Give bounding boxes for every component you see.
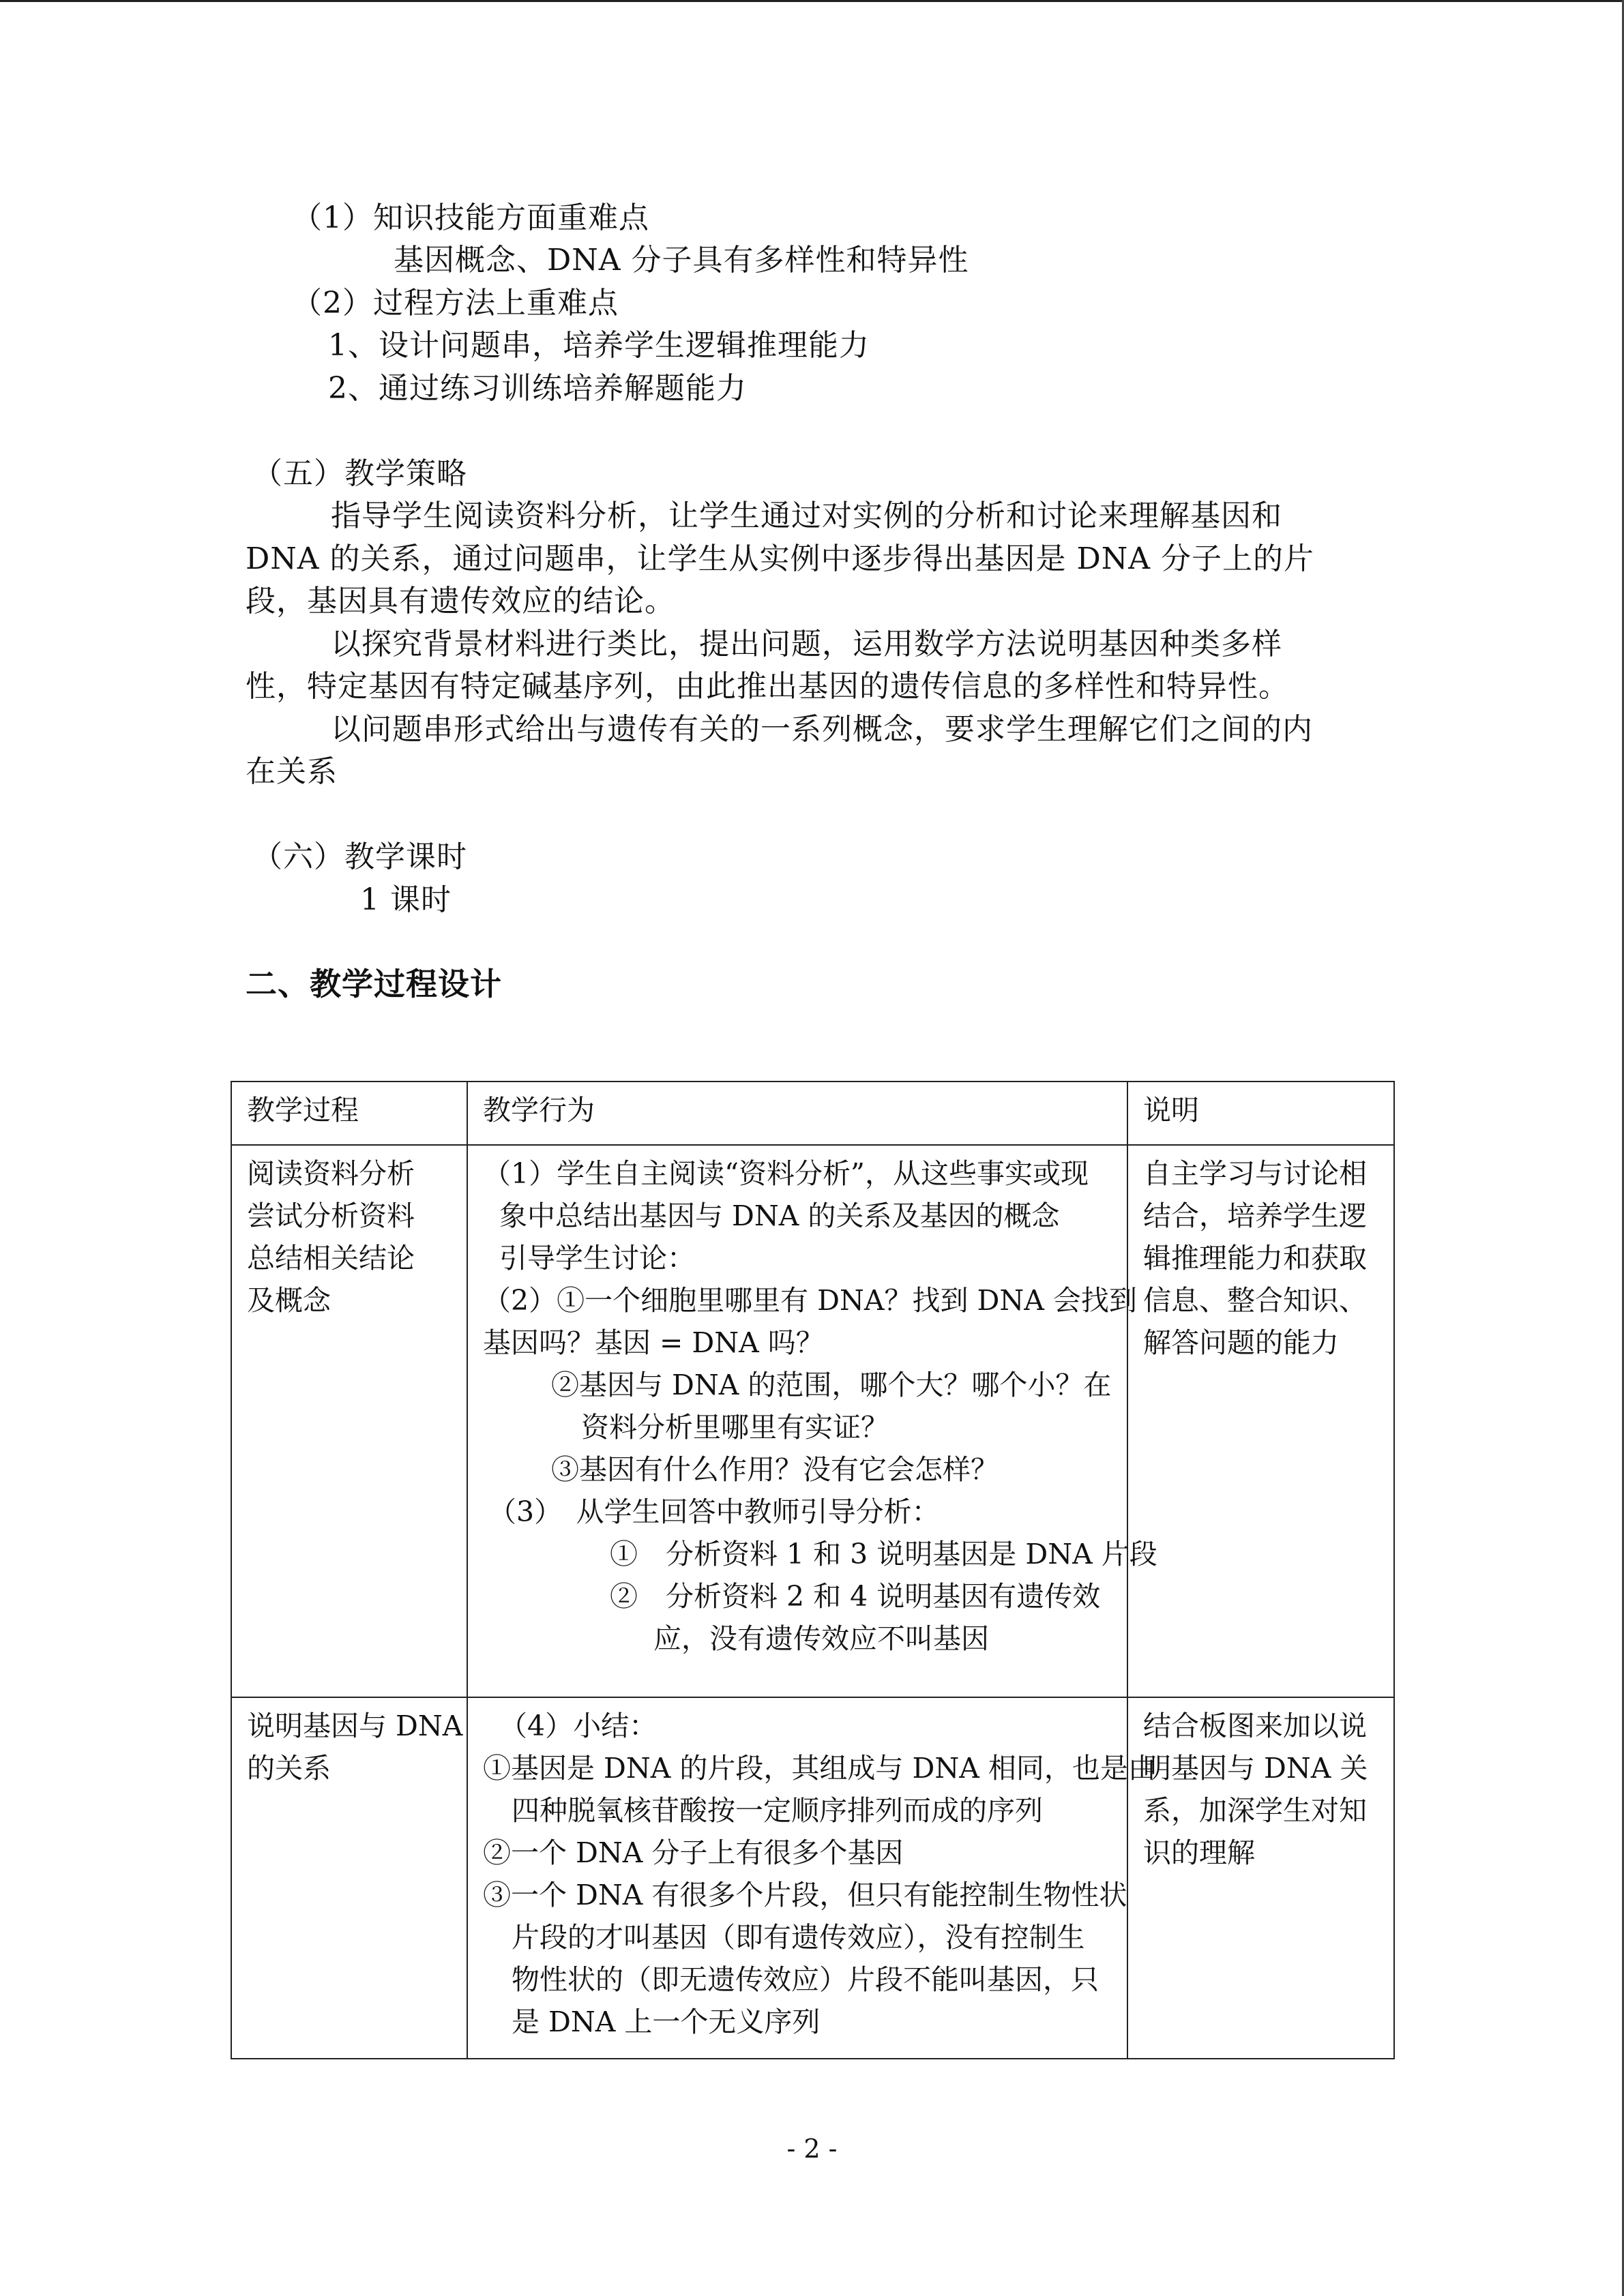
item1-heading: （1）知识技能方面重难点: [292, 200, 649, 235]
item2-point-1: 1、设计问题串，培养学生逻辑推理能力: [328, 328, 870, 363]
cell-line: （3） 从学生回答中教师引导分析：: [488, 1495, 940, 1528]
cell-line: 四种脱氧核苷酸按一定顺序排列而成的序列: [512, 1794, 1043, 1827]
cell-line: 尝试分析资料: [247, 1199, 415, 1232]
strategy-para3-line1: 以问题串形式给出与遗传有关的一系列概念，要求学生理解它们之间的内: [331, 712, 1313, 747]
cell-line: 解答问题的能力: [1143, 1326, 1339, 1359]
cell-line: 明基因与 DNA 关: [1143, 1752, 1368, 1785]
cell-line: 自主学习与讨论相: [1143, 1157, 1367, 1190]
teaching-process-table: [231, 1081, 1395, 2059]
row1-behavior-cell: [467, 1145, 1157, 1697]
cell-line: （1）学生自主阅读“资料分析”，从这些事实或现: [483, 1157, 1089, 1190]
cell-line: 引导学生讨论：: [499, 1242, 695, 1274]
section-six-heading: （六）教学课时: [252, 839, 467, 874]
row2-behavior-cell: [467, 1697, 1156, 2059]
strategy-para1-line2: DNA 的关系，通过问题串，让学生从实例中逐步得出基因是 DNA 分子上的片: [246, 541, 1315, 576]
cell-line: 物性状的（即无遗传效应）片段不能叫基因，只: [512, 1963, 1099, 1996]
top-border-rule: [0, 0, 1624, 2]
cell-line: 的关系: [247, 1752, 331, 1785]
strategy-para1-line1: 指导学生阅读资料分析，让学生通过对实例的分析和讨论来理解基因和: [331, 498, 1282, 533]
cell-line: （4）小结：: [499, 1710, 658, 1742]
cell-line: 象中总结出基因与 DNA 的关系及基因的概念: [499, 1199, 1060, 1232]
cell-line: 说明基因与 DNA: [247, 1710, 463, 1742]
strategy-para3-line2: 在关系: [246, 754, 338, 789]
cell-line: （2）①一个细胞里哪里有 DNA？找到 DNA 会找到: [483, 1284, 1137, 1317]
cell-line: 应，没有遗传效应不叫基因: [653, 1622, 989, 1655]
cell-line: 基因吗？基因 = DNA 吗？: [483, 1326, 824, 1359]
row1-note-cell: [1127, 1145, 1394, 1697]
cell-line: ①基因是 DNA 的片段，其组成与 DNA 相同，也是由: [483, 1752, 1156, 1785]
cell-line: ② 分析资料 2 和 4 说明基因有遗传效: [610, 1580, 1101, 1613]
cell-line: 及概念: [247, 1284, 331, 1317]
cell-line: 系，加深学生对知: [1143, 1794, 1367, 1827]
cell-line: 是 DNA 上一个无义序列: [512, 2006, 821, 2038]
item2-heading: （2）过程方法上重难点: [292, 286, 619, 320]
header-process: 教学过程: [231, 1082, 467, 1145]
strategy-para2-line2: 性，特定基因有特定碱基序列，由此推出基因的遗传信息的多样性和特异性。: [246, 669, 1289, 704]
strategy-para2-line1: 以探究背景材料进行类比，提出问题，运用数学方法说明基因种类多样: [331, 627, 1282, 661]
section-five-heading: （五）教学策略: [252, 456, 467, 491]
table-row: [231, 1697, 1394, 2059]
table-row: [231, 1145, 1394, 1697]
cell-line: ②一个 DNA 分子上有很多个基因: [483, 1836, 904, 1869]
cell-line: ① 分析资料 1 和 3 说明基因是 DNA 片段: [610, 1538, 1157, 1570]
row1-process-cell: [231, 1145, 467, 1697]
cell-line: 结合板图来加以说: [1143, 1710, 1367, 1742]
cell-line: 结合，培养学生逻: [1143, 1199, 1367, 1232]
cell-line: 辑推理能力和获取: [1143, 1242, 1367, 1274]
cell-line: 阅读资料分析: [247, 1157, 415, 1190]
cell-line: ③基因有什么作用？没有它会怎样？: [551, 1453, 999, 1486]
header-behavior: 教学行为: [467, 1082, 1127, 1145]
page-number: - 2 -: [786, 2134, 838, 2164]
header-note: 说明: [1127, 1082, 1394, 1145]
cell-line: 识的理解: [1143, 1836, 1255, 1869]
table-header-row: [231, 1082, 1394, 1145]
item2-point-2: 2、通过练习训练培养解题能力: [328, 371, 747, 406]
cell-line: 总结相关结论: [247, 1242, 415, 1274]
cell-line: 信息、整合知识、: [1143, 1284, 1367, 1317]
strategy-para1-line3: 段，基因具有遗传效应的结论。: [246, 584, 675, 618]
cell-line: ③一个 DNA 有很多个片段，但只有能控制生物性状: [483, 1879, 1127, 1911]
cell-line: 资料分析里哪里有实证？: [581, 1411, 889, 1444]
section-six-content: 1 课时: [360, 882, 452, 917]
part-two-heading: 二、教学过程设计: [246, 966, 502, 1002]
cell-line: ②基因与 DNA 的范围，哪个大？哪个小？在: [551, 1369, 1112, 1401]
item1-content: 基因概念、DNA 分子具有多样性和特异性: [394, 243, 969, 278]
row2-note-cell: [1127, 1697, 1394, 2059]
cell-line: 片段的才叫基因（即有遗传效应），没有控制生: [512, 1921, 1085, 1954]
row2-process-cell: [231, 1697, 467, 2059]
